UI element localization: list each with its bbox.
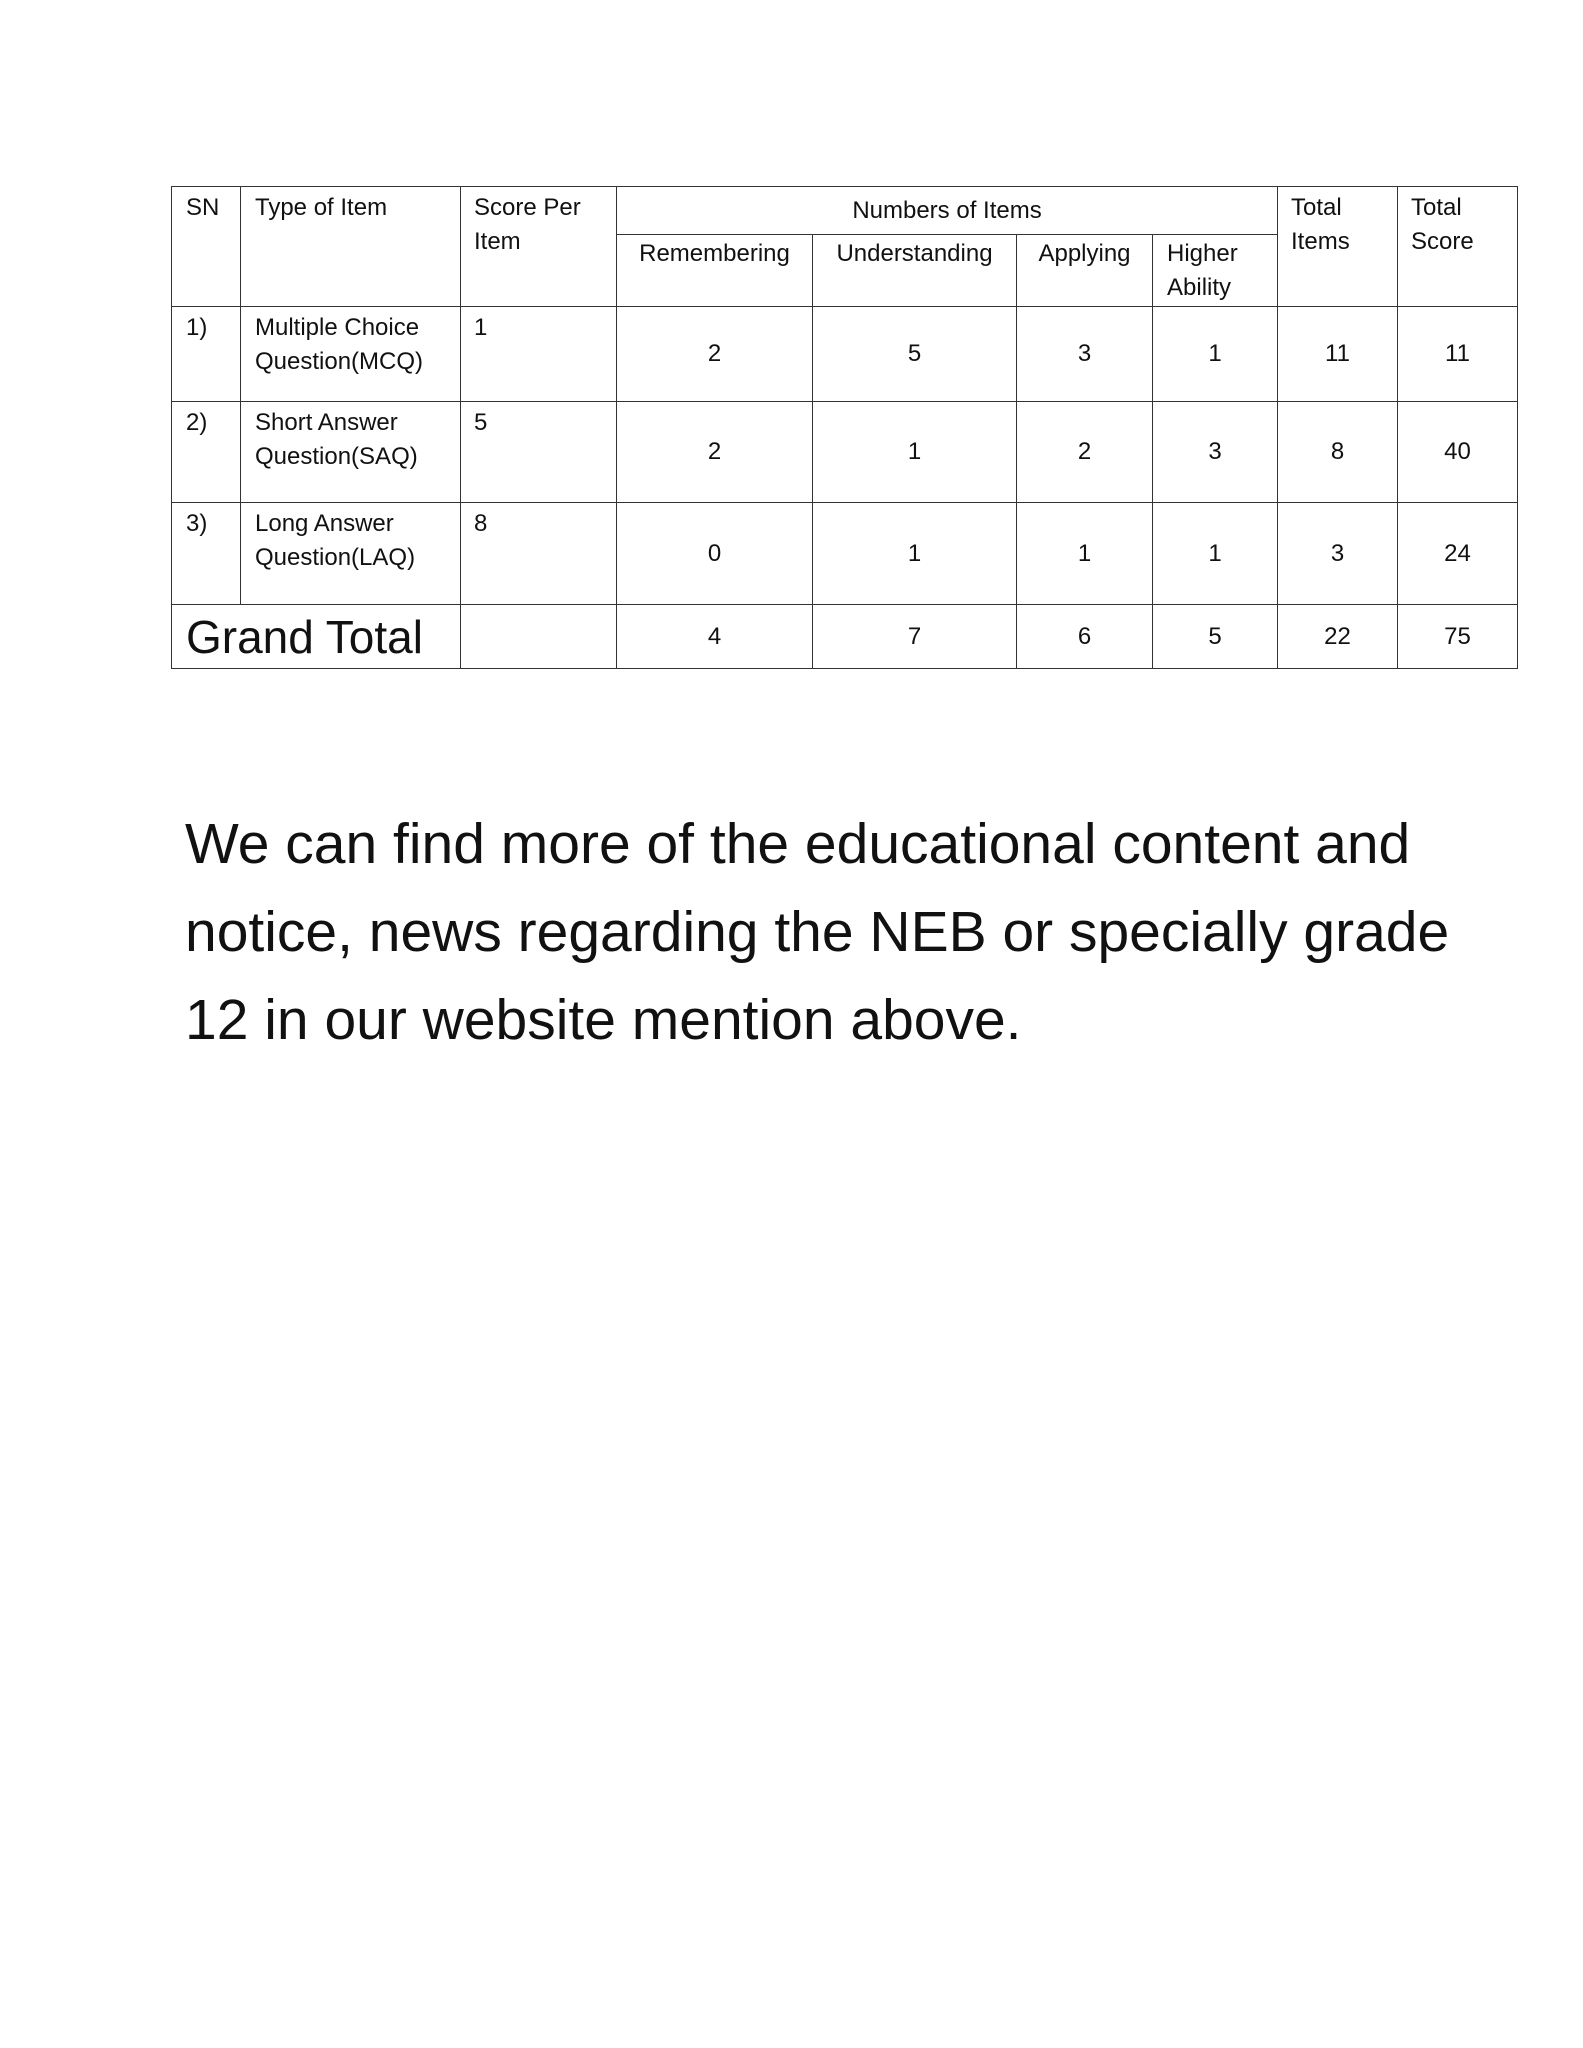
row-sn: 2): [172, 402, 241, 503]
row-applying: 3: [1017, 307, 1153, 402]
grand-total-applying: 6: [1017, 605, 1153, 669]
table-row: [172, 402, 1518, 503]
row-type: Short Answer Question(SAQ): [241, 402, 461, 503]
row-total-score: 24: [1398, 503, 1518, 605]
closing-note: We can find more of the educational content and notice, news regarding the NEB or specially grade 12 in our website mention above.: [185, 812, 1450, 1052]
table-row: [172, 307, 1518, 402]
row-higher-ability: 1: [1153, 503, 1278, 605]
specification-table: [171, 186, 1518, 669]
header-understanding: Understanding: [813, 235, 1017, 307]
grand-total-label: Grand Total: [172, 605, 461, 669]
row-remembering: 0: [617, 503, 813, 605]
grand-total-total-items: 22: [1278, 605, 1398, 669]
row-understanding: 1: [813, 402, 1017, 503]
row-remembering: 2: [617, 307, 813, 402]
grand-total-understanding: 7: [813, 605, 1017, 669]
row-total-items: 8: [1278, 402, 1398, 503]
row-score-per-item: 8: [461, 503, 617, 605]
table-row: [172, 503, 1518, 605]
row-sn: 1): [172, 307, 241, 402]
header-row: [172, 187, 1518, 235]
row-type: Long Answer Question(LAQ): [241, 503, 461, 605]
row-type: Multiple Choice Question(MCQ): [241, 307, 461, 402]
grand-total-total-score: 75: [1398, 605, 1518, 669]
grand-total-higher-ability: 5: [1153, 605, 1278, 669]
row-sn: 3): [172, 503, 241, 605]
row-remembering: 2: [617, 402, 813, 503]
row-understanding: 1: [813, 503, 1017, 605]
row-higher-ability: 3: [1153, 402, 1278, 503]
header-applying: Applying: [1017, 235, 1153, 307]
row-score-per-item: 5: [461, 402, 617, 503]
header-total-items: Total Items: [1278, 187, 1398, 307]
grand-total-remembering: 4: [617, 605, 813, 669]
header-numbers-of-items: Numbers of Items: [617, 187, 1278, 235]
row-total-items: 11: [1278, 307, 1398, 402]
header-total-score: Total Score: [1398, 187, 1518, 307]
header-sn: SN: [172, 187, 241, 307]
header-remembering: Remembering: [617, 235, 813, 307]
header-score-per-item: Score Per Item: [461, 187, 617, 307]
row-total-score: 40: [1398, 402, 1518, 503]
row-applying: 2: [1017, 402, 1153, 503]
row-understanding: 5: [813, 307, 1017, 402]
row-total-items: 3: [1278, 503, 1398, 605]
row-score-per-item: 1: [461, 307, 617, 402]
grand-total-row: [172, 605, 1518, 669]
row-total-score: 11: [1398, 307, 1518, 402]
row-higher-ability: 1: [1153, 307, 1278, 402]
grand-total-score-per-item: [461, 605, 617, 669]
row-applying: 1: [1017, 503, 1153, 605]
header-higher-ability: Higher Ability: [1153, 235, 1278, 307]
header-type-of-item: Type of Item: [241, 187, 461, 307]
